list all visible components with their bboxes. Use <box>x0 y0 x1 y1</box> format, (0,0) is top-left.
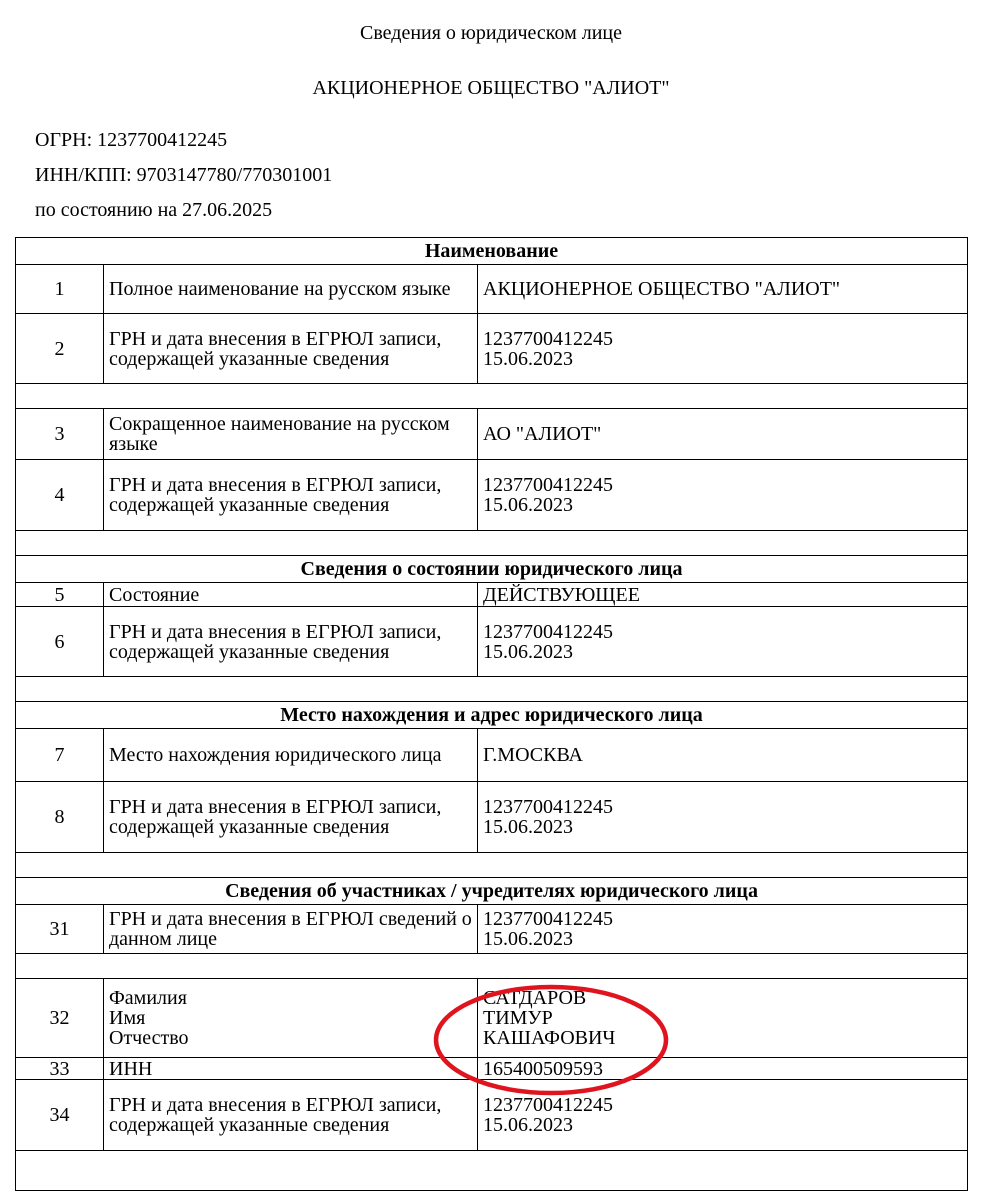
row-value <box>478 460 968 531</box>
date-value: 15.06.2023 <box>483 816 573 838</box>
spacer-cell <box>16 1151 968 1191</box>
table-row <box>16 583 968 607</box>
patronymic-label: Отчество <box>109 1027 189 1049</box>
grn-value: 1237700412245 <box>483 474 613 496</box>
row-label: ГРН и дата внесения в ЕГРЮЛ записи, содержащей указанные сведения <box>104 782 478 853</box>
section-header-row <box>16 556 968 583</box>
grn-value: 1237700412245 <box>483 908 613 930</box>
name-value: ТИМУР <box>483 1007 553 1029</box>
row-label: Состояние <box>104 583 478 607</box>
patronymic-value: КАШАФОВИЧ <box>483 1027 616 1049</box>
spacer-row <box>16 384 968 409</box>
date-value: 15.06.2023 <box>483 928 573 950</box>
section-header-row <box>16 878 968 905</box>
section-location: Место нахождения и адрес юридического лица <box>16 702 968 729</box>
row-value: ДЕЙСТВУЮЩЕЕ <box>478 583 968 607</box>
table-row <box>16 314 968 384</box>
row-value <box>478 782 968 853</box>
row-number: 2 <box>16 314 104 384</box>
row-value <box>478 979 968 1058</box>
surname-label: Фамилия <box>109 987 187 1009</box>
row-number: 3 <box>16 409 104 460</box>
table-row <box>16 782 968 853</box>
row-number: 8 <box>16 782 104 853</box>
grn-value: 1237700412245 <box>483 327 613 350</box>
row-value <box>478 905 968 954</box>
row-label: Место нахождения юридического лица <box>104 729 478 782</box>
spacer-row <box>16 531 968 556</box>
row-label: Полное наименование на русском языке <box>104 265 478 314</box>
date-value: 15.06.2023 <box>483 494 573 516</box>
row-number: 7 <box>16 729 104 782</box>
spacer-cell <box>16 954 968 979</box>
document-title: Сведения о юридическом лице <box>359 22 622 44</box>
row-number: 5 <box>16 583 104 607</box>
row-label <box>104 979 478 1058</box>
section-header-row <box>16 702 968 729</box>
section-naming: Наименование <box>16 238 968 265</box>
spacer-row <box>16 853 968 878</box>
row-number: 4 <box>16 460 104 531</box>
row-number: 33 <box>16 1058 104 1080</box>
spacer-cell <box>16 384 968 409</box>
table-row <box>16 979 968 1058</box>
row-number: 1 <box>16 265 104 314</box>
row-label: ГРН и дата внесения в ЕГРЮЛ записи, содержащей указанные сведения <box>104 1080 478 1151</box>
grn-value: 1237700412245 <box>483 620 613 643</box>
table-row <box>16 1058 968 1080</box>
row-value <box>478 607 968 677</box>
date-value: 15.06.2023 <box>483 640 573 663</box>
row-value: Г.МОСКВА <box>478 729 968 782</box>
row-value: АКЦИОНЕРНОЕ ОБЩЕСТВО "АЛИОТ" <box>478 265 968 314</box>
spacer-row <box>16 677 968 702</box>
as-of-date-line: по состоянию на 27.06.2025 <box>35 199 273 221</box>
spacer-cell <box>16 531 968 556</box>
row-number: 34 <box>16 1080 104 1151</box>
inn-kpp-line: ИНН/КПП: 9703147780/770301001 <box>35 164 333 186</box>
row-label: ГРН и дата внесения в ЕГРЮЛ записи, содержащей указанные сведения <box>104 460 478 531</box>
table-row <box>16 1080 968 1151</box>
spacer-row <box>16 1151 968 1191</box>
table-row <box>16 265 968 314</box>
ogrn-line: ОГРН: 1237700412245 <box>35 129 228 151</box>
row-value <box>478 1080 968 1151</box>
table-row <box>16 607 968 677</box>
registry-table <box>15 237 968 1191</box>
row-label: ИНН <box>104 1058 478 1080</box>
table-row <box>16 409 968 460</box>
name-label: Имя <box>109 1007 146 1029</box>
table-row <box>16 905 968 954</box>
row-number: 6 <box>16 607 104 677</box>
table-row <box>16 460 968 531</box>
spacer-cell <box>16 677 968 702</box>
organization-title: АКЦИОНЕРНОЕ ОБЩЕСТВО "АЛИОТ" <box>312 77 670 99</box>
date-value: 15.06.2023 <box>483 1114 573 1136</box>
grn-value: 1237700412245 <box>483 1094 613 1116</box>
section-header-row <box>16 238 968 265</box>
row-value: 165400509593 <box>478 1058 968 1080</box>
row-value <box>478 314 968 384</box>
row-label: ГРН и дата внесения в ЕГРЮЛ сведений о данном лице <box>104 905 478 954</box>
table-row <box>16 729 968 782</box>
grn-value: 1237700412245 <box>483 796 613 818</box>
surname-value: САТДАРОВ <box>483 987 587 1009</box>
row-label: Сокращенное наименование на русском языке <box>104 409 478 460</box>
section-participants: Сведения об участниках / учредителях юридического лица <box>16 878 968 905</box>
row-label: ГРН и дата внесения в ЕГРЮЛ записи, содержащей указанные сведения <box>104 314 478 384</box>
row-number: 31 <box>16 905 104 954</box>
section-status: Сведения о состоянии юридического лица <box>16 556 968 583</box>
row-number: 32 <box>16 979 104 1058</box>
spacer-row <box>16 954 968 979</box>
row-value: АО "АЛИОТ" <box>478 409 968 460</box>
row-label: ГРН и дата внесения в ЕГРЮЛ записи, содержащей указанные сведения <box>104 607 478 677</box>
spacer-cell <box>16 853 968 878</box>
date-value: 15.06.2023 <box>483 347 573 370</box>
